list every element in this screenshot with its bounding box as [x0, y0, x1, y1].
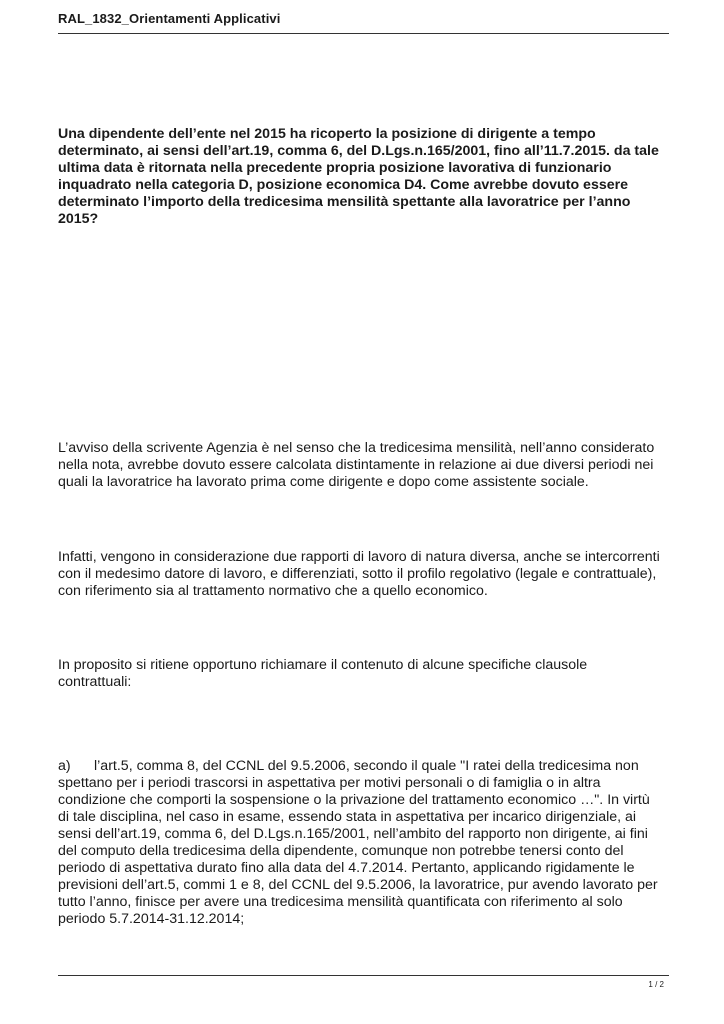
page-number: 1 / 2 — [648, 980, 664, 989]
list-item-line — [58, 758, 672, 775]
paragraph-line: con il medesimo datore di lavoro, e differenziati, sotto il profilo regolativo (legale e contrattuale), — [58, 566, 657, 582]
list-item-line: tutto l’anno, finisce per avere una tredicesima mensilità quantificata con riferimento al solo — [58, 894, 623, 910]
question-line: determinato l’importo della tredicesima mensilità spettante alla lavoratrice per l’anno — [58, 194, 631, 210]
paragraph-line: Infatti, vengono in considerazione due rapporti di lavoro di natura diversa, anche se intercorrenti — [58, 549, 660, 565]
question-line: determinato, ai sensi dell’art.19, comma 6, del D.Lgs.n.165/2001, fino all’11.7.2015. da tale — [58, 143, 659, 159]
paragraph-line: L’avviso della scrivente Agenzia è nel senso che la tredicesima mensilità, nell’anno considerato — [58, 440, 655, 456]
list-item-line: sensi dell’art.19, comma 6, del D.Lgs.n.165/2001, nell’ambito del rapporto non dirigente, ai fini — [58, 826, 648, 842]
question-line: ultima data è ritornata nella precedente propria posizione lavorativa di funzionario — [58, 160, 612, 176]
answer-paragraph-1 — [58, 440, 672, 491]
paragraph-line: con riferimento sia al trattamento normativo che a quello economico. — [58, 583, 488, 599]
question-line: inquadrato nella categoria D, posizione economica D4. Come avrebbe dovuto essere — [58, 177, 629, 193]
list-item-line: periodo di aspettativa durato fino alla data del 4.7.2014. Pertanto, applicando rigidamente le — [58, 860, 635, 876]
list-item-line: spettano per i periodi trascorsi in aspettativa per motivi personali o di famiglia o in altra — [58, 775, 601, 791]
list-item-line: periodo 5.7.2014-31.12.2014; — [58, 911, 245, 927]
list-item-text: l’art.5, comma 8, del CCNL del 9.5.2006, secondo il quale "I ratei della tredicesima non — [94, 758, 639, 774]
question-line: Una dipendente dell’ente nel 2015 ha ricoperto la posizione di dirigente a tempo — [58, 126, 596, 142]
list-item-line: condizione che comporti la sospensione o la privazione del trattamento economico …". In virtù — [58, 792, 650, 808]
footer-divider — [58, 975, 669, 976]
paragraph-line: contrattuali: — [58, 674, 132, 690]
list-item-line: di tale disciplina, nel caso in esame, essendo stata in aspettativa per incarico dirigenziale, ai — [58, 809, 637, 825]
paragraph-line: nella nota, avrebbe dovuto essere calcolata distintamente in relazione ai due diversi periodi nei — [58, 457, 654, 473]
list-item-a — [58, 758, 672, 928]
answer-paragraph-3 — [58, 657, 672, 691]
document-title: RAL_1832_Orientamenti Applicativi — [58, 11, 281, 26]
paragraph-line: quali la lavoratrice ha lavorato prima come dirigente e dopo come assistente sociale. — [58, 474, 589, 490]
list-item-line: del computo della tredicesima della dipendente, comunque non potrebbe tenersi conto del — [58, 843, 624, 859]
answer-paragraph-2 — [58, 549, 672, 600]
paragraph-line: In proposito si ritiene opportuno richiamare il contenuto di alcune specifiche clausole — [58, 657, 588, 673]
list-item-line: previsioni dell’art.5, commi 1 e 8, del CCNL del 9.5.2006, la lavoratrice, pur avendo lavorato per — [58, 877, 658, 893]
header-divider — [58, 33, 669, 34]
question-line: 2015? — [58, 211, 99, 227]
list-item-label: a) — [58, 758, 71, 774]
question-paragraph — [58, 126, 672, 228]
